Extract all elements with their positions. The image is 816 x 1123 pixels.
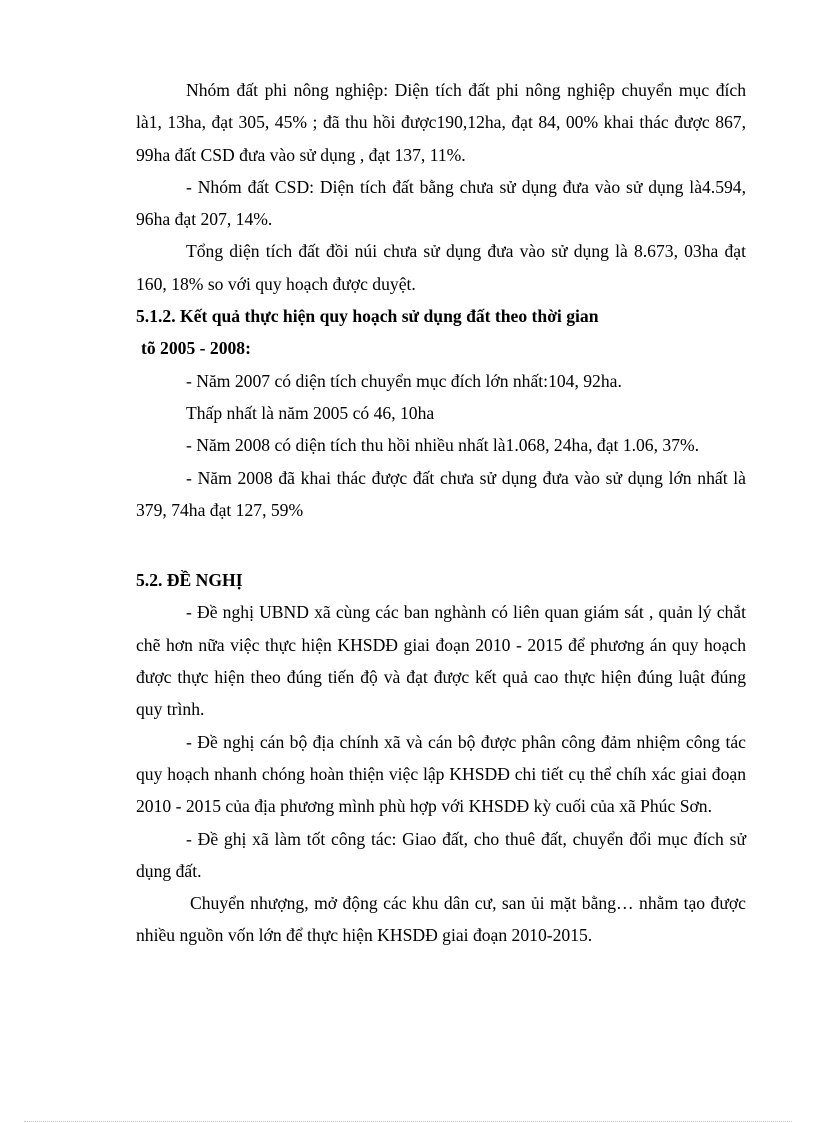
paragraph-recommendation-supervision: - Đề nghị UBND xã cùng các ban nghành có liên quan giám sát , quản lý chắt chẽ hơn nữa việc thực hiện KHSDĐ giai đoạn 2010 - 2015 để phương án quy hoạch được thực hiện theo đúng tiến độ và đạt được kết quả cao thực hiện đúng luật đúng quy trình. (136, 602, 746, 720)
paragraph-recommendation-land-allocation: - Đề ghị xã làm tốt công tác: Giao đất, cho thuê đất, chuyển đổi mục đích sử dụng đất. (136, 828, 746, 881)
paragraph-2007-conversion: - Năm 2007 có diện tích chuyển mục đích lớn nhất:104, 92ha. (186, 370, 622, 391)
paragraph-recommendation-officials: - Đề nghị cán bộ địa chính xã và cán bộ được phân công đảm nhiệm công tác quy hoạch nhanh chóng hoàn thiện việc lập KHSDĐ chi tiết cụ thể chíh xác giai đoạn 2010 - 2015 của địa phương mình phù hợp với KHSDĐ kỳ cuối của xã Phúc Sơn. (136, 731, 746, 817)
paragraph-2008-exploitation: - Năm 2008 đã khai thác được đất chưa sử dụng đưa vào sử dụng lớn nhất là 379, 74ha đạt 127, 59% (136, 467, 746, 520)
heading-section-5-1-2: 5.1.2. Kết quả thực hiện quy hoạch sử dụng đất theo thời gian (136, 306, 599, 327)
heading-section-5-2: 5.2. ĐỀ NGHỊ (136, 570, 243, 591)
page-bottom-divider (24, 1121, 792, 1122)
paragraph-nonagricultural-land: Nhóm đất phi nông nghiệp: Diện tích đất phi nông nghiệp chuyển mục đích là1, 13ha, đạt 305, 45% ; đã thu hồi được190,12ha, đạt 84, 00% khai thác được 867, 99ha đất CSD đưa vào sử dụng , đạt 137, 11%. (136, 80, 746, 165)
paragraph-total-hill-land: Tổng diện tích đất đồi núi chưa sử dụng đưa vào sử dụng là 8.673, 03ha đạt 160, 18% so với quy hoạch được duyệt. (136, 241, 746, 294)
section-spacer (136, 526, 746, 558)
paragraph-recommendation-transfer: Chuyển nhượng, mở động các khu dân cư, san ủi mặt bằng… nhằm tạo được nhiều nguồn vốn lớn để thực hiện KHSDĐ giai đoạn 2010-2015. (136, 893, 746, 946)
paragraph-unused-land: - Nhóm đất CSD: Diện tích đất bằng chưa sử dụng đưa vào sử dụng là4.594, 96ha đạt 207, 14%. (136, 176, 746, 230)
document-page (136, 74, 746, 952)
heading-section-5-1-2-period: tõ 2005 - 2008: (141, 338, 251, 359)
paragraph-2008-recovery: - Năm 2008 có diện tích thu hồi nhiều nhất là1.068, 24ha, đạt 1.06, 37%. (186, 435, 700, 456)
paragraph-2005-lowest: Thấp nhất là năm 2005 có 46, 10ha (186, 402, 435, 423)
